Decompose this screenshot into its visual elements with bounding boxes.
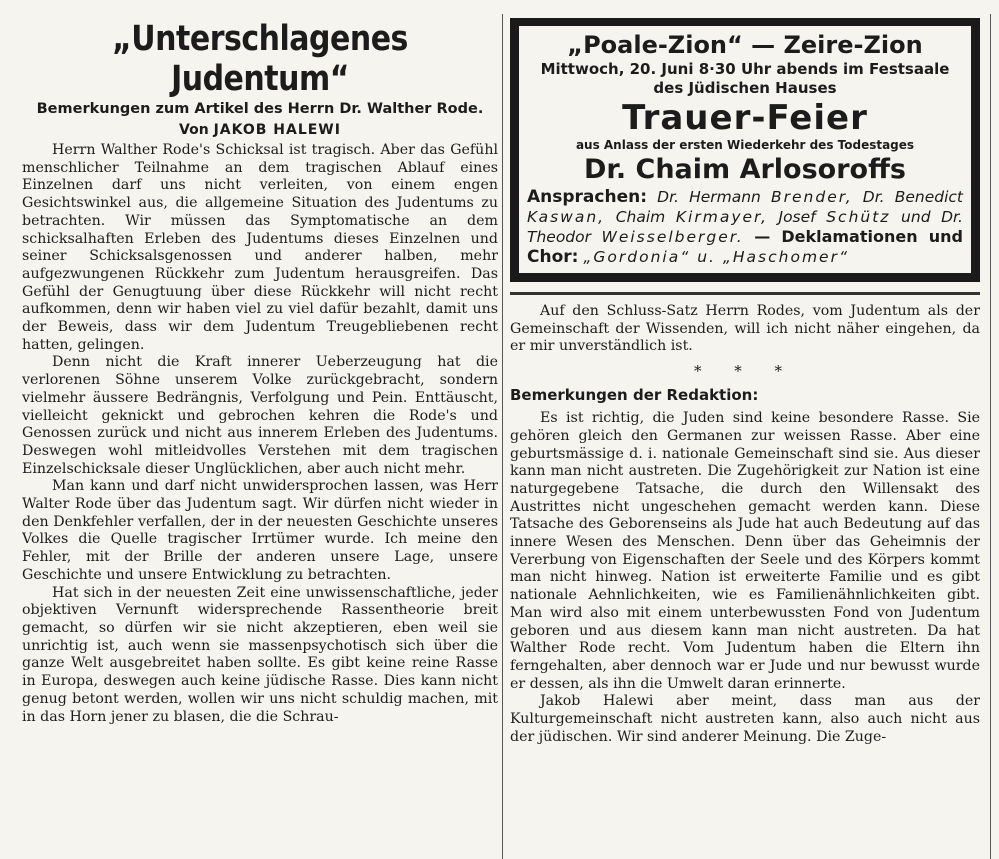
ad-speeches-label: Ansprachen: bbox=[527, 187, 648, 207]
ad-speaker-text: Dr. Hermann bbox=[657, 188, 761, 206]
ad-choir-label: Chor: bbox=[527, 247, 579, 267]
ad-person: Dr. Chaim Arlosoroffs bbox=[583, 154, 907, 185]
ad-speaker-text: Dr. Benedict bbox=[862, 188, 963, 206]
ad-date-line: Mittwoch, 20. Juni 8·30 Uhr abends im Festsaale des Jüdischen Hauses bbox=[540, 60, 950, 97]
article-paragraph-4: Hat sich in der neuesten Zeit eine unwissenschaftliche, jeder objektiven Vernunft widersprechende Rassentheorie breit gemacht, so dürfen wir sie nicht akzeptieren, eben weil sie unrichtig ist, auch wenn sie massenpsychotisch sich über die ganze Welt ausgebreitet haben sollte. Es gibt keine reine Rasse in Europa, deswegen auch keine jüdische Rasse. Dies kann nicht genug betont werden, wollen wir uns nicht schuldig machen, mit in das Horn jener zu blasen, die die Schrau- bbox=[22, 584, 498, 725]
article-byline bbox=[22, 122, 498, 138]
right-column bbox=[510, 18, 980, 859]
editorial-paragraph-1: Es ist richtig, die Juden sind keine besondere Rasse. Sie gehören gleich den Germanen zur weissen Rasse. Aber eine geburtsmässige d. i. nationale Gemeinschaft sind sie. Aus dieser kann man nicht austreten. Die Zugehörigkeit zur Nation ist eine naturgegebene Tatsache, die durch den Willensakt des Austrittes nicht ungeschehen gemacht werden kann. Diese Tatsache des Geborenseins als Jude hat auch Bedeutung auf das innere Wesen des Menschen. Denn über das Geheimnis der Vererbung von Eigenschaften der Seele und des Körpers kommt man nicht hinweg. Nation ist erweiterte Familie und es gibt nationale Aehnlichkeiten, wie es Familienähnlichkeiten gibt. Man wird also mit einem unterbewussten Fond von Judentum geboren und aus diesem kann man nicht austreten. Da hat Walther Rode recht. Vom Judentum haben die Eltern ihn ferngehalten, aber dennoch war er Jude und nur bewusst wurde er dessen, als ihn die Umwelt daran erinnerte. bbox=[510, 410, 980, 692]
author-name: JAKOB HALEWI bbox=[213, 122, 341, 138]
article-column bbox=[22, 18, 498, 859]
byline-prefix: Von bbox=[179, 122, 209, 138]
ad-speaker-text: Chaim bbox=[615, 208, 666, 226]
ad-speaker-schuetz: Schütz bbox=[826, 208, 891, 226]
ad-program bbox=[527, 187, 963, 267]
article-closing-paragraph: Auf den Schluss-Satz Herrn Rodes, vom Judentum als der Gemeinschaft der Wissenden, will ich nicht näher eingehen, da er mir unverständlich ist. bbox=[510, 303, 980, 355]
ad-speaker-kirmayer: Kirmayer, bbox=[675, 208, 768, 226]
ad-speaker-weisselberger: Weisselberger. bbox=[601, 228, 744, 246]
ad-speaker-text: und Dr. Theodor bbox=[527, 208, 963, 246]
column-rule bbox=[502, 14, 503, 859]
advertisement-box bbox=[510, 18, 980, 282]
editorial-paragraph-2: Jakob Halewi aber meint, dass man aus der Kulturgemeinschaft nicht austreten kann, also auch nicht aus der jüdischen. Wir sind anderer Meinung. Die Zuge- bbox=[510, 693, 980, 745]
ad-organization: „Poale-Zion“ — Zeire-Zion bbox=[567, 31, 923, 59]
section-divider bbox=[510, 292, 980, 295]
ad-declamations: — Deklamationen und bbox=[754, 227, 963, 246]
column-rule-right bbox=[990, 14, 991, 859]
ad-speaker-kaswan: Kaswan, bbox=[527, 208, 606, 226]
ad-choir-names: „Gordonia“ u. „Haschomer“ bbox=[583, 248, 849, 266]
section-stars: * * * bbox=[693, 362, 797, 381]
article-headline: „Unterschlagenes Judentum“ bbox=[112, 18, 408, 100]
ad-occasion: aus Anlass der ersten Wiederkehr des Todestages bbox=[575, 138, 915, 152]
article-paragraph-1: Herrn Walther Rode's Schicksal ist tragisch. Aber das Gefühl menschlicher Teilnahme an dem tragischen Ablauf eines Einzelnen darf uns nicht verleiten, von einem engen Gesichtswinkel aus, die allgemeine Situation des Judentums zu betrachten. Wir müssen das Symptomatische an dem schicksalhaften Erleben des Judentums dieses Einzelnen und seiner Schicksalsgenossen und anderer halben, mehr aufgezwungenen Rückkehr zum Judentum herausgreifen. Das Gefühl der Genugtuung über diese Rückkehr will nicht recht aufkommen, denn wir haben viel zu viel dafür bezahlt, damit uns der Beweis, dass wir dem Judentum Treugebliebenen recht hatten, gelingen. bbox=[22, 142, 498, 353]
ad-speaker-brender: Brender, bbox=[771, 188, 853, 206]
article-subtitle: Bemerkungen zum Artikel des Herrn Dr. Walther Rode. bbox=[36, 101, 484, 117]
ad-event: Trauer-Feier bbox=[622, 98, 868, 138]
article-paragraph-2: Denn nicht die Kraft innerer Ueberzeugung hat die verlorenen Söhne unserem Volke zurückgebracht, sondern vielmehr äussere Bedrängnis, Verfolgung und Pein. Enttäuscht, vielleicht geknickt und gebrochen kehren die Rode's und Genossen zurück und nicht aus innerem Erleben des Judentums. Deswegen wohl mitleidvolles Verstehen mit dem tragischen Einzelschicksale dieser Unglücklichen, aber auch nicht mehr. bbox=[22, 354, 498, 477]
editorial-heading: Bemerkungen der Redaktion: bbox=[510, 386, 759, 405]
article-paragraph-3: Man kann und darf nicht unwidersprochen lassen, was Herr Walter Rode über das Judentum sagt. Wir dürfen nicht wieder in den Denkfehler verfallen, der in der neuesten Geschichte unseres Volkes die Quelle tragischer Irrtümer wurde. Ich meine den Fehler, mit der Brille der anderen unsere Lage, unsere Geschichte und unsere Entwicklung zu betrachten. bbox=[22, 478, 498, 583]
ad-speaker-text: Josef bbox=[778, 208, 816, 226]
